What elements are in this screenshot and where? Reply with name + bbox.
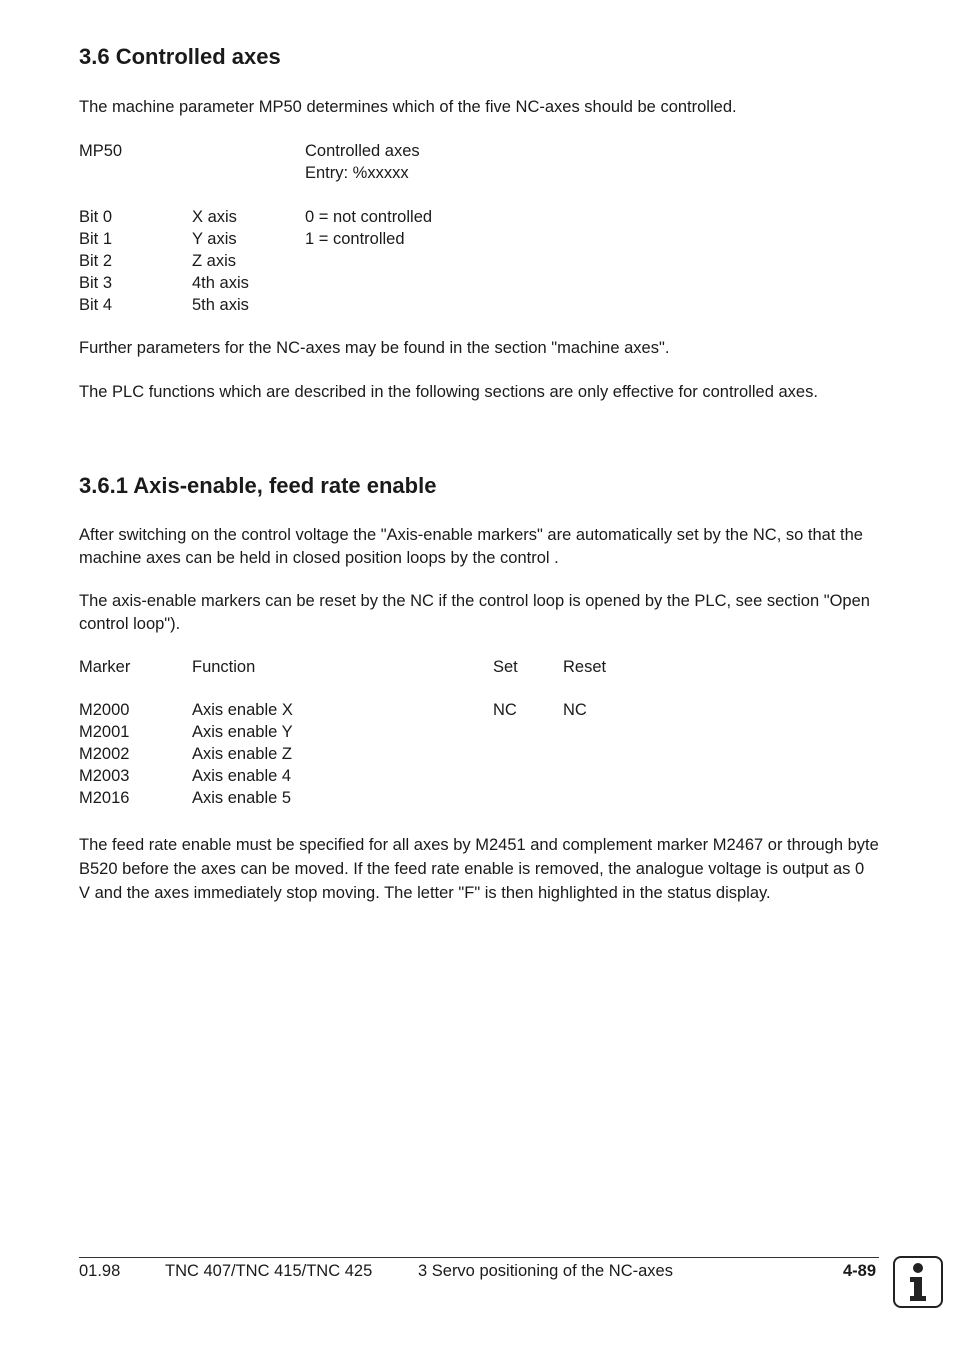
plc-note-paragraph: The PLC functions which are described in the following sections are only effective for controlled axes. bbox=[79, 383, 818, 401]
axis-label: 4th axis bbox=[192, 274, 249, 292]
table-cell-marker: M2000 bbox=[79, 701, 130, 719]
axis-label: 5th axis bbox=[192, 296, 249, 314]
mp-desc-line1: Controlled axes bbox=[305, 142, 420, 160]
footer-rule bbox=[79, 1257, 879, 1258]
reset-paragraph: The axis-enable markers can be reset by the NC if the control loop is opened by the PLC, see section "Open control loop"). bbox=[79, 592, 870, 633]
table-cell-function: Axis enable X bbox=[192, 701, 293, 719]
mp-name: MP50 bbox=[79, 142, 123, 160]
marker-column bbox=[79, 699, 129, 809]
info-icon bbox=[893, 1256, 943, 1308]
reset-column bbox=[563, 699, 587, 721]
page-number: 4-89 bbox=[843, 1262, 877, 1280]
table-header-set: Set bbox=[493, 658, 518, 676]
footer-models: TNC 407/TNC 415/TNC 425 bbox=[165, 1262, 373, 1280]
table-cell-function: Axis enable 5 bbox=[192, 789, 292, 807]
table-cell-marker: M2003 bbox=[79, 767, 130, 785]
table-header-reset: Reset bbox=[563, 658, 607, 676]
bit-label: Bit 3 bbox=[79, 274, 113, 292]
mp-description bbox=[305, 140, 420, 184]
subsection-title: 3.6.1 Axis-enable, feed rate enable bbox=[79, 473, 437, 498]
bit-label: Bit 2 bbox=[79, 252, 113, 270]
table-header-marker: Marker bbox=[79, 658, 131, 676]
section-title: 3.6 Controlled axes bbox=[79, 44, 281, 69]
axis-label: Z axis bbox=[192, 252, 237, 270]
footer-date: 01.98 bbox=[79, 1262, 121, 1280]
footer-chapter: 3 Servo positioning of the NC-axes bbox=[418, 1262, 673, 1280]
table-cell-marker: M2001 bbox=[79, 723, 130, 741]
axis-label: Y axis bbox=[192, 230, 237, 248]
intro-paragraph: The machine parameter MP50 determines which of the five NC-axes should be controlled. bbox=[79, 98, 737, 116]
mp-desc-line2: Entry: %xxxxx bbox=[305, 164, 409, 182]
axis-label: X axis bbox=[192, 208, 237, 226]
table-cell-function: Axis enable Y bbox=[192, 723, 293, 741]
table-cell-function: Axis enable Z bbox=[192, 745, 292, 763]
value-label: 0 = not controlled bbox=[305, 208, 433, 226]
feed-rate-paragraph: The feed rate enable must be specified for all axes by M2451 and complement marker M2467 or through byte B520 before the axes can be moved. If the feed rate enable is removed, the analogue voltage is output as 0 V and the axes immediately stop moving. The letter "F" is then highlighted in the status display. bbox=[79, 836, 879, 902]
set-column bbox=[493, 699, 517, 721]
function-column bbox=[192, 699, 293, 809]
axis-column bbox=[192, 206, 249, 316]
table-cell-function: Axis enable 4 bbox=[192, 767, 292, 785]
value-column bbox=[305, 206, 432, 250]
bit-label: Bit 4 bbox=[79, 296, 113, 314]
bit-label: Bit 1 bbox=[79, 230, 113, 248]
bit-label: Bit 0 bbox=[79, 208, 113, 226]
table-header-function: Function bbox=[192, 658, 256, 676]
table-cell-marker: M2002 bbox=[79, 745, 130, 763]
table-cell-set: NC bbox=[493, 701, 517, 719]
table-cell-reset: NC bbox=[563, 701, 587, 719]
bit-column bbox=[79, 206, 112, 316]
info-glyph bbox=[895, 1258, 941, 1306]
further-paragraph: Further parameters for the NC-axes may be found in the section "machine axes". bbox=[79, 339, 670, 357]
axis-enable-paragraph: After switching on the control voltage the "Axis-enable markers" are automatically set by the NC, so that the machine axes can be held in closed position loops by the control . bbox=[79, 526, 863, 567]
value-label: 1 = controlled bbox=[305, 230, 405, 248]
table-cell-marker: M2016 bbox=[79, 789, 130, 807]
